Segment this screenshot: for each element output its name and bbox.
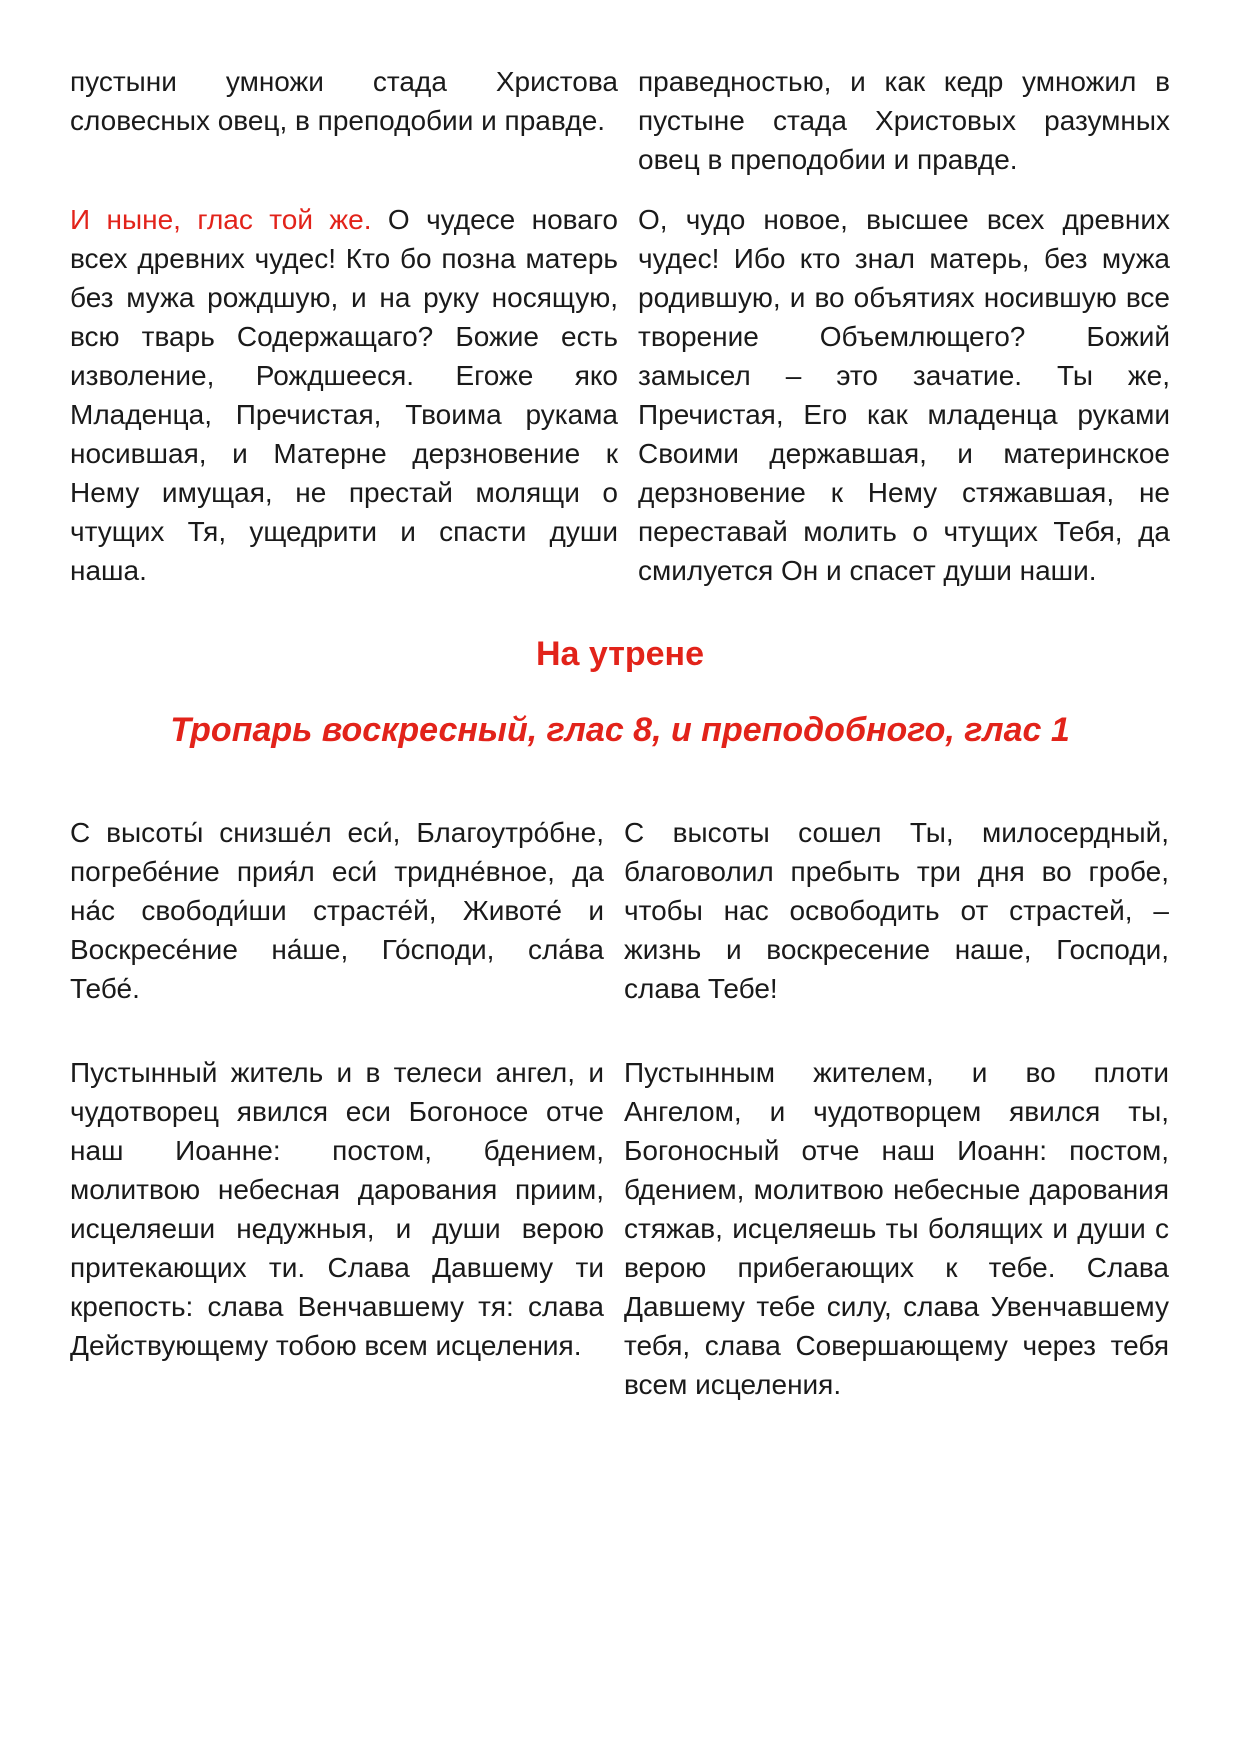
rubric-text: И ныне, глас той же. — [70, 204, 372, 235]
slavonic-text: пустыни умножи стада Христова словесных овец, в преподобии и правде. — [70, 66, 618, 136]
text-block-3 — [70, 813, 1170, 1008]
section-subheading: Тропарь воскресный, глас 8, и преподобного, глас 1 — [170, 711, 1070, 749]
russian-text: С высоты сошел Ты, милосердный, благоволил пребыть три дня во гробе, чтобы нас освободить от страстей, – жизнь и воскресение наше, Господи, слава Тебе! — [624, 817, 1169, 1004]
text-block-1 — [70, 62, 1170, 179]
russian-text: О, чудо новое, высшее всех древних чудес! Ибо кто знал матерь, без мужа родившую, и во объятиях носившую все творение Объемлющего? Божий замысел – это зачатие. Ты же, Пречистая, Его как младенца руками Своими державшая, и материнское дерзновение к Нему стяжавшая, не переставай молить о чтущих Тебя, да смилуется Он и спасет души наши. — [638, 204, 1170, 586]
russian-text: Пустынным жителем, и во плоти Ангелом, и чудотворцем явился ты, Богоносный отче наш Иоанн: постом, бдением, молитвою небесные дарования стяжав, исцеляешь ты болящих и души с верою прибегающих к тебе. Слава Давшему тебе силу, слава Увенчавшему тебя, слава Совершающему через тебя всем исцеления. — [624, 1057, 1169, 1400]
text-block-4 — [70, 1053, 1170, 1404]
section-heading: На утрене — [535, 635, 704, 673]
russian-text: праведностью, и как кедр умножил в пустыне стада Христовых разумных овец в преподобии и правде. — [638, 66, 1170, 175]
slavonic-text: С высоты́ снизше́л еси́, Благоутро́бне, погребе́ние прия́л еси́ тридне́вное, да на́с свободи́ши страсте́й, Животе́ и Воскресе́ние на́ше, Го́споди, сла́ва Тебе́. — [70, 817, 604, 1004]
slavonic-text: Пустынный житель и в телеси ангел, и чудотворец явился еси Богоносе отче наш Иоанне: постом, бдением, молитвою небесная дарования приим, исцеляеши недужныя, и души верою притекающих ти. Слава Давшему ти крепость: слава Венчавшему тя: слава Действующему тобою всем исцеления. — [70, 1057, 604, 1361]
slavonic-text — [70, 200, 618, 590]
slavonic-body: О чудесе новаго всех древних чудес! Кто бо позна матерь без мужа рождшую, и на руку носящую, всю тварь Содержащаго? Божие есть изволение, Рождшееся. Егоже яко Младенца, Пречистая, Твоима рукама носившая, и Матерне дерзновение к Нему имущая, не престай молящи о чтущих Тя, ущедрити и спасти души наша. — [70, 204, 618, 586]
text-block-2 — [70, 200, 1170, 590]
